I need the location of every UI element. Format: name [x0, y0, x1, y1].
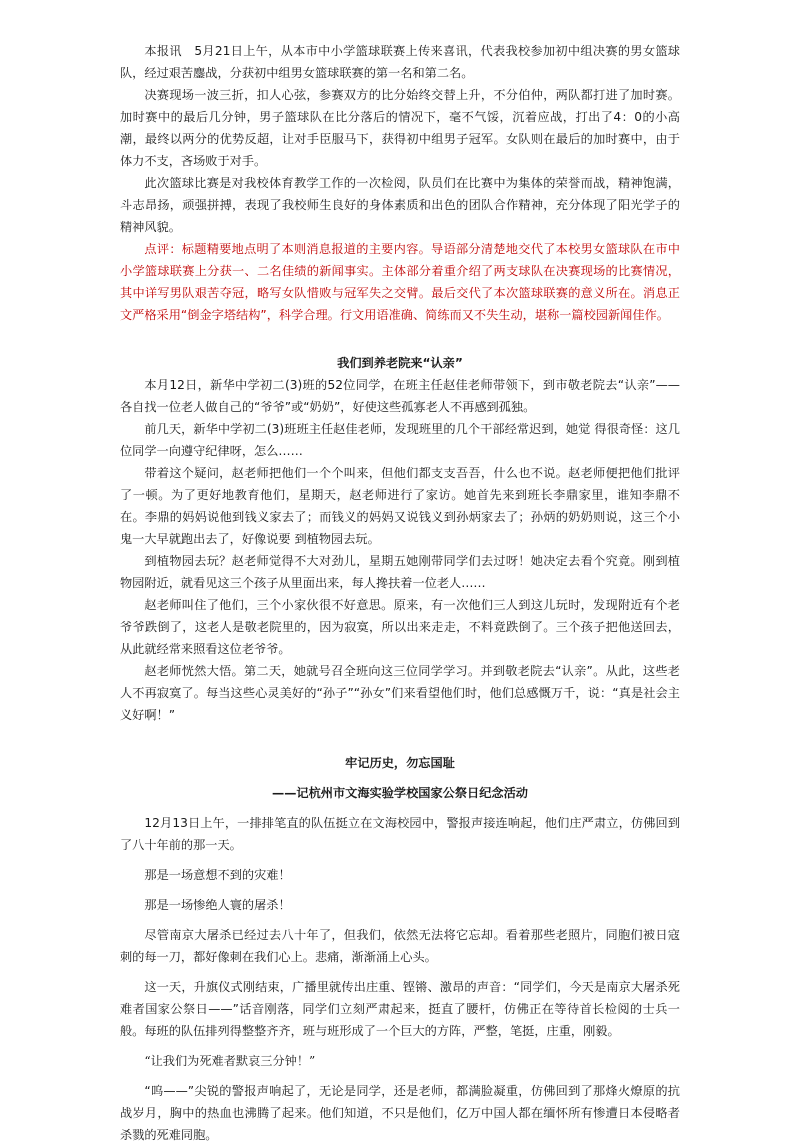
article-memorial-day [120, 752, 680, 1146]
article-title: 牢记历史，勿忘国耻 [345, 756, 455, 770]
paragraph: “让我们为死难者默哀三分钟！” [144, 1054, 316, 1068]
article-basketball [120, 40, 680, 326]
paragraph: 本月12日，新华中学初二(3)班的52位同学，在班主任赵佳老师带领下，到市敬老院去“认亲”——各自找一位老人做自己的“爷爷”或“奶奶”，好使这些孤寡老人不再感到孤独。 [120, 378, 680, 414]
paragraph: 赵老师恍然大悟。第二天，她就号召全班向这三位同学学习。并到敬老院去“认亲”。从此，这些老人不再寂寞了。每当这些心灵美好的“孙子”“孙女”们来看望他们时，他们总感慨万千，说：“真是社会主义好啊！” [120, 664, 680, 722]
paragraph: 到植物园去玩？赵老师觉得不大对劲儿，星期五她刚带同学们去过呀！她决定去看个究竟。刚到植物园附近，就看见这三个孩子从里面出来，每人搀扶着一位老人…… [120, 554, 680, 590]
paragraph: 此次篮球比赛是对我校体育教学工作的一次检阅，队员们在比赛中为集体的荣誉而战，精神饱满，斗志昂扬，顽强拼搏，表现了我校师生良好的身体素质和出色的团队合作精神，充分体现了阳光学子的精神风貌。 [120, 176, 680, 234]
paragraph: 赵老师叫住了他们，三个小家伙很不好意思。原来，有一次他们三人到这儿玩时，发现附近有个老爷爷跌倒了，这老人是敬老院里的，因为寂寞，所以出来走走，不料竟跌倒了。三个孩子把他送回去，从此就经常来照看这位老爷爷。 [120, 598, 680, 656]
paragraph: 带着这个疑问，赵老师把他们一个个叫来，但他们都支支吾吾，什么也不说。赵老师便把他们批评了一顿。为了更好地教育他们，星期天，赵老师进行了家访。她首先来到班长李鼎家里，谁知李鼎不在。李鼎的妈妈说他到钱义家去了；而钱义的妈妈又说钱义到孙炳家去了；孙炳的奶奶则说，这三个小鬼一大早就跑出去了，好像说要 到植物园去玩。 [120, 466, 680, 546]
paragraph: 前几天，新华中学初二(3)班班主任赵佳老师，发现班里的几个干部经常迟到，她觉 得很奇怪：这几位同学一向遵守纪律呀，怎么…… [120, 422, 680, 458]
paragraph: 那是一场惨绝人寰的屠杀！ [144, 898, 291, 912]
paragraph: 本报讯 5月21日上午，从本市中小学篮球联赛上传来喜讯，代表我校参加初中组决赛的男女篮球队，经过艰苦鏖战，分获初中组男女篮球联赛的第一名和第二名。 [120, 44, 680, 80]
comment-paragraph: 点评：标题精要地点明了本则消息报道的主要内容。导语部分清楚地交代了本校男女篮球队在市中小学篮球联赛上分获一、二名佳绩的新闻事实。主体部分着重介绍了两支球队在决赛现场的比赛情况，其中详写男队艰苦夺冠，略写女队惜败与冠军失之交臂。最后交代了本次篮球联赛的意义所在。消息正文严格采用“倒金字塔结构”，科学合理。行文用语准确、简练而又不失生动，堪称一篇校园新闻佳作。 [120, 242, 680, 322]
article-subtitle: ——记杭州市文海实验学校国家公祭日纪念活动 [272, 786, 528, 800]
article-title: 我们到养老院来“认亲” [337, 356, 463, 370]
paragraph: 这一天，升旗仪式刚结束，广播里就传出庄重、铿锵、激昂的声音：“同学们，今天是南京大屠杀死难者国家公祭日——”话音刚落，同学们立刻严肃起来，挺直了腰杆，仿佛正在等待首长检阅的士兵一般。每班的队伍排列得整整齐齐，班与班形成了一个巨大的方阵，严整，笔挺，庄重，刚毅。 [120, 980, 680, 1038]
article-nursing-home [120, 352, 680, 726]
paragraph: 那是一场意想不到的灾难！ [144, 868, 291, 882]
paragraph: “呜——”尖锐的警报声响起了，无论是同学，还是老师，都满脸凝重，仿佛回到了那烽火燎原的抗战岁月，胸中的热血也沸腾了起来。他们知道，不只是他们，亿万中国人都在缅怀所有惨遭日本侵略者杀戮的死难同胞。 [120, 1084, 680, 1142]
document-content [120, 40, 680, 1146]
paragraph: 尽管南京大屠杀已经过去八十年了，但我们，依然无法将它忘却。看着那些老照片，同胞们被日寇刺的每一刀，都好像刺在我们心上。悲痛，渐渐涌上心头。 [120, 928, 680, 964]
paragraph: 12月13日上午，一排排笔直的队伍挺立在文海校园中，警报声接连响起，他们庄严肃立，仿佛回到了八十年前的那一天。 [120, 816, 680, 852]
paragraph: 决赛现场一波三折，扣人心弦，参赛双方的比分始终交替上升，不分伯仲，两队都打进了加时赛。加时赛中的最后几分钟，男子篮球队在比分落后的情况下，毫不气馁，沉着应战，打出了4：0的小高潮，最终以两分的优势反超，让对手臣服马下，获得初中组男子冠军。女队则在最后的加时赛中，由于体力不支，吝场败于对手。 [120, 88, 680, 168]
